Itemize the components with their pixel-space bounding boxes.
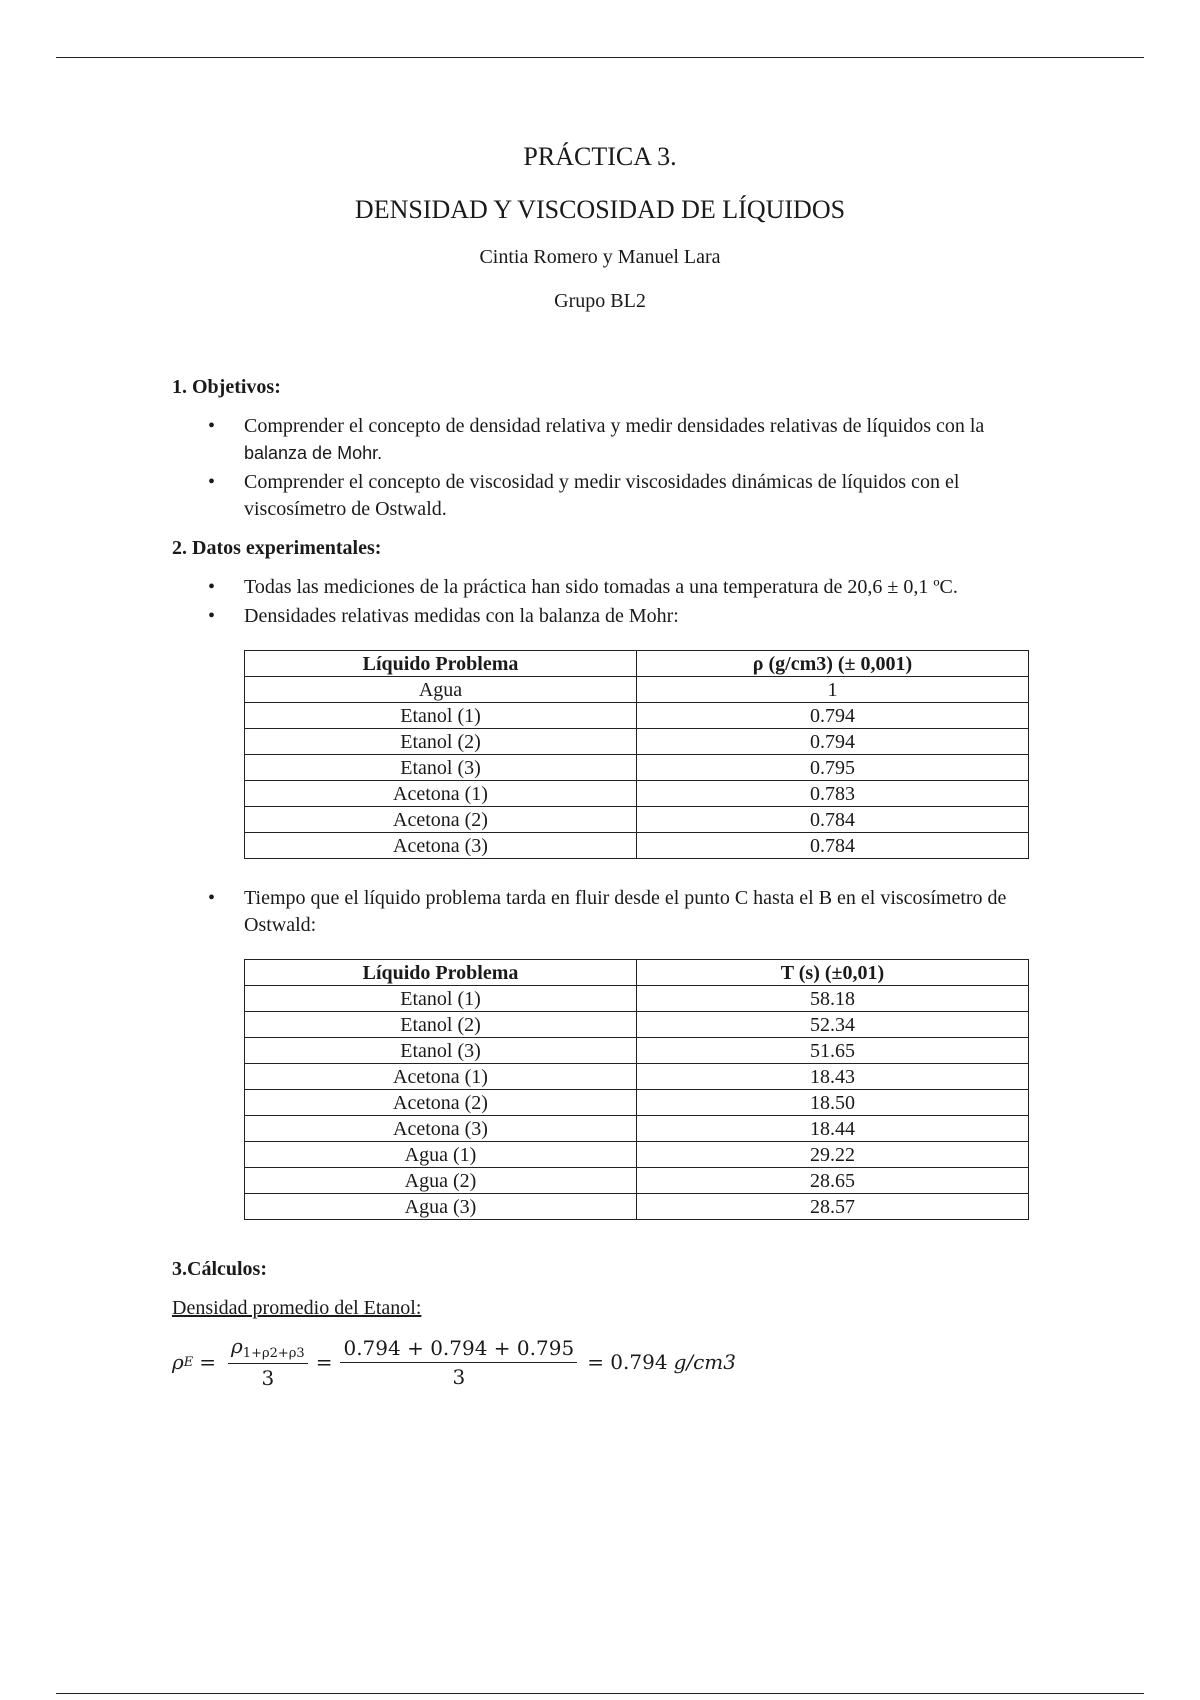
- list-item: [172, 574, 1032, 601]
- column-header: T (s) (±0,01): [637, 960, 1029, 986]
- page-title: PRÁCTICA 3.: [523, 142, 677, 171]
- formula-equals: =: [199, 1350, 217, 1374]
- fraction-denominator: 3: [452, 1364, 466, 1389]
- fraction-denominator: 3: [261, 1366, 275, 1390]
- viscosity-list: [172, 885, 1032, 939]
- group: Grupo BL2: [554, 290, 646, 312]
- table-cell: 18.43: [637, 1064, 1029, 1090]
- table-row: [245, 1012, 1029, 1038]
- numerator-part: 1+ρ: [242, 1346, 270, 1361]
- calculations-heading: 3.Cálculos:: [172, 1258, 267, 1280]
- top-rule: [56, 57, 1144, 58]
- table-row: [245, 1116, 1029, 1142]
- table-cell: Acetona (2): [245, 1090, 637, 1116]
- fraction-numerator: 0.794 + 0.794 + 0.795: [340, 1336, 577, 1363]
- table-row: [245, 807, 1029, 833]
- bottom-rule: [56, 1693, 1144, 1694]
- table-cell: 0.784: [637, 833, 1029, 859]
- fraction-numerator: [228, 1334, 308, 1364]
- table-cell: 0.784: [637, 807, 1029, 833]
- table-row: [245, 1142, 1029, 1168]
- table-cell: Acetona (1): [245, 1064, 637, 1090]
- ethanol-density-formula: [172, 1334, 1032, 1390]
- table-cell: Agua (1): [245, 1142, 637, 1168]
- table-cell: 51.65: [637, 1038, 1029, 1064]
- formula-fraction-symbolic: [228, 1334, 308, 1390]
- table-row: [245, 833, 1029, 859]
- temperature-text: Todas las mediciones de la práctica han sido tomadas a una temperatura de 20,6 ± 0,1 ºC.: [244, 576, 958, 598]
- experimental-list: [172, 574, 1032, 630]
- column-header: Líquido Problema: [245, 651, 637, 677]
- table-cell: Agua: [245, 677, 637, 703]
- objectives-list: [172, 413, 1032, 523]
- list-item: [172, 413, 1032, 467]
- numerator-part: 2+ρ: [269, 1346, 297, 1361]
- time-table: [244, 959, 1029, 1220]
- table-cell: 28.65: [637, 1168, 1029, 1194]
- table-cell: Acetona (1): [245, 781, 637, 807]
- table-cell: Etanol (1): [245, 703, 637, 729]
- objective-1-text-tail: balanza de Mohr.: [244, 443, 383, 463]
- density-intro-text: Densidades relativas medidas con la balanza de Mohr:: [244, 605, 679, 627]
- table-cell: Agua (2): [245, 1168, 637, 1194]
- numerator-part: 3: [296, 1346, 305, 1361]
- list-item: [172, 603, 1032, 630]
- authors: Cintia Romero y Manuel Lara: [479, 246, 721, 268]
- table-row: [245, 781, 1029, 807]
- objective-2-text: Comprender el concepto de viscosidad y medir viscosidades dinámicas de líquidos con el viscosímetro de Ostwald.: [244, 471, 960, 520]
- calculations-subheading: Densidad promedio del Etanol:: [172, 1297, 422, 1319]
- table-cell: Etanol (3): [245, 755, 637, 781]
- list-item: [172, 469, 1032, 523]
- document-body: [172, 376, 1032, 1390]
- table-cell: 18.50: [637, 1090, 1029, 1116]
- table-row: [245, 703, 1029, 729]
- table-cell: 0.795: [637, 755, 1029, 781]
- table-row: [245, 755, 1029, 781]
- formula-lhs: ρ: [172, 1350, 184, 1374]
- table-row: [245, 729, 1029, 755]
- experimental-heading: 2. Datos experimentales:: [172, 537, 382, 559]
- table-row: [245, 1064, 1029, 1090]
- list-item: [172, 885, 1032, 939]
- table-cell: 29.22: [637, 1142, 1029, 1168]
- page-subtitle: DENSIDAD Y VISCOSIDAD DE LÍQUIDOS: [354, 195, 846, 224]
- table-row: [245, 1038, 1029, 1064]
- table-cell: Acetona (2): [245, 807, 637, 833]
- time-intro-text: Tiempo que el líquido problema tarda en fluir desde el punto C hasta el B en el viscosímetro de Ostwald:: [244, 887, 1007, 936]
- table-cell: 28.57: [637, 1194, 1029, 1220]
- table-header-row: [245, 651, 1029, 677]
- table-cell: Etanol (2): [245, 1012, 637, 1038]
- formula-lhs-subscript: E: [183, 1354, 194, 1370]
- table-cell: Acetona (3): [245, 1116, 637, 1142]
- table-cell: Acetona (3): [245, 833, 637, 859]
- column-header: ρ (g/cm3) (± 0,001): [637, 651, 1029, 677]
- table-header-row: [245, 960, 1029, 986]
- table-cell: 0.783: [637, 781, 1029, 807]
- table-cell: Agua (3): [245, 1194, 637, 1220]
- rho-symbol: ρ: [231, 1334, 243, 1358]
- formula-fraction-numeric: [340, 1336, 577, 1389]
- table-cell: 58.18: [637, 986, 1029, 1012]
- formula-equals: =: [315, 1350, 333, 1374]
- table-row: [245, 1194, 1029, 1220]
- table-cell: 0.794: [637, 729, 1029, 755]
- table-cell: Etanol (3): [245, 1038, 637, 1064]
- table-row: [245, 1090, 1029, 1116]
- table-row: [245, 986, 1029, 1012]
- formula-unit: g/cm3: [673, 1350, 736, 1374]
- table-row: [245, 1168, 1029, 1194]
- table-cell: Etanol (2): [245, 729, 637, 755]
- table-row: [245, 677, 1029, 703]
- objectives-heading: 1. Objetivos:: [172, 376, 281, 398]
- table-cell: 52.34: [637, 1012, 1029, 1038]
- table-cell: 0.794: [637, 703, 1029, 729]
- table-cell: 1: [637, 677, 1029, 703]
- objective-1-text: Comprender el concepto de densidad relativa y medir densidades relativas de líquidos con la: [244, 415, 985, 437]
- table-cell: 18.44: [637, 1116, 1029, 1142]
- column-header: Líquido Problema: [245, 960, 637, 986]
- table-cell: Etanol (1): [245, 986, 637, 1012]
- density-table: [244, 650, 1029, 859]
- formula-result: = 0.794: [587, 1350, 668, 1374]
